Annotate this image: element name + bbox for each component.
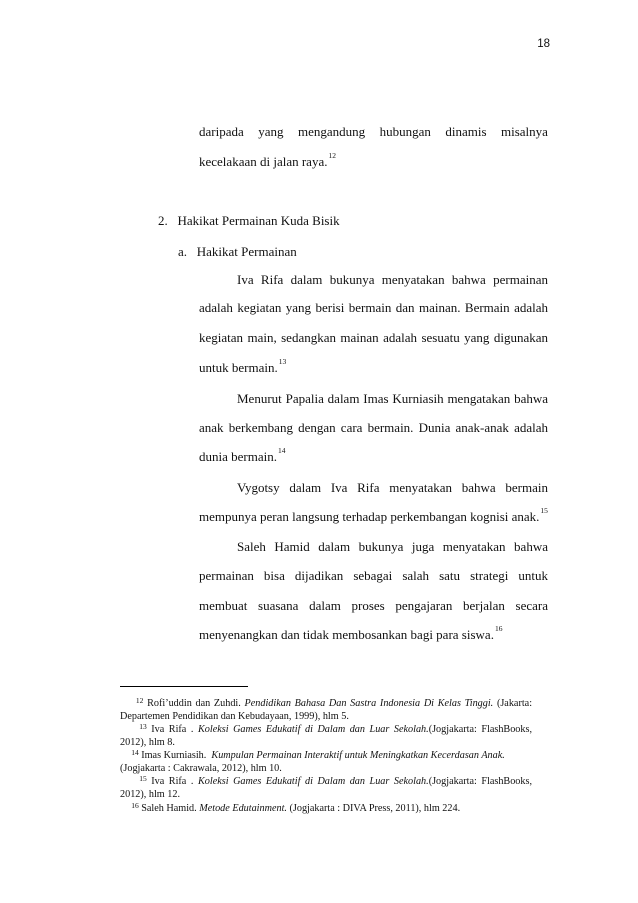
paragraph-continuation [199, 124, 548, 140]
paragraph-line: anak berkembang dengan cara bermain. Dunia anak-anak adalah [199, 420, 548, 435]
footnote-number: 13 [139, 722, 147, 731]
paragraph-line: mempunya peran langsung terhadap perkembangan kognisi anak.$^{15}$ [199, 506, 548, 524]
footnote-ref: 12 [328, 151, 336, 160]
footnote: $^{13}$ Iva Rifa . Koleksi Games Edukatif di Dalam dan Luar Sekolah.(Jogjakarta: FlashBooks, 2012), hlm 8. [120, 722, 532, 749]
footnote: $^{12}$ Rofi’uddin dan Zuhdi. Pendidikan Bahasa Dan Sastra Indonesia Di Kelas Tinggi. (Jakarta: Departemen Pendidikan dan Kebudayaan, 1999), hlm 5. [120, 696, 533, 723]
footnote-number: 16 [131, 801, 139, 810]
page-number: 18 [537, 38, 550, 50]
paragraph-line: untuk bermain.$^{13}$ [199, 357, 287, 375]
paragraph-line: Menurut Papalia dalam Imas Kurniasih mengatakan bahwa [237, 391, 548, 406]
subsection-heading: a. Hakikat Permainan [178, 244, 297, 259]
paragraph-line: adalah kegiatan yang berisi bermain dan mainan. Bermain adalah [199, 300, 548, 315]
paragraph-line: kecelakaan di jalan raya.$^{12}$ [199, 151, 336, 169]
footnote-ref: 16 [494, 624, 503, 633]
footnote-number: 14 [131, 748, 139, 757]
paragraph-line: kegiatan main, sedangkan mainan adalah sesuatu yang digunakan [199, 330, 548, 345]
footnote: $^{15}$ Iva Rifa . Koleksi Games Edukatif di Dalam dan Luar Sekolah.(Jogjakarta: FlashBooks, 2012), hlm 12. [120, 774, 532, 801]
paragraph-line: permainan bisa dijadikan sebagai salah satu strategi untuk [199, 568, 548, 583]
paragraph-line: membuat suasana dalam proses pengajaran berjalan secara [199, 598, 548, 613]
paragraph-line: menyenangkan dan tidak membosankan bagi para siswa.$^{16}$ [199, 624, 503, 642]
word: hubungan [379, 124, 431, 139]
paragraph-line: Iva Rifa dalam bukunya menyatakan bahwa permainan [237, 272, 548, 287]
footnote-ref: 13 [278, 357, 287, 366]
word: misalnya [501, 124, 548, 139]
footnote-ref: 14 [277, 446, 286, 455]
word: dinamis [445, 124, 487, 139]
word: daripada [199, 124, 244, 139]
footnote-ref: 15 [540, 506, 548, 515]
section-heading: 2. Hakikat Permainan Kuda Bisik [158, 213, 340, 228]
footnote: $^{14}$ Imas Kurniasih. Kumpulan Permainan Interaktif untuk Meningkatkan Kecerdasan Anak. (Jogjakarta : Cakrawala, 2012), hlm 10. [120, 748, 505, 775]
paragraph-line: Vygotsy dalam Iva Rifa menyatakan bahwa bermain [237, 480, 548, 495]
footnote-number: 15 [139, 774, 147, 783]
paragraph-line: Saleh Hamid dalam bukunya juga menyatakan bahwa [237, 539, 548, 554]
footnote-number: 12 [135, 696, 144, 705]
paragraph-line: dunia bermain.$^{14}$ [199, 446, 286, 464]
footnote-divider [120, 686, 248, 687]
footnote: $^{16}$ Saleh Hamid. Metode Edutainment. (Jogjakarta : DIVA Press, 2011), hlm 224. [131, 801, 461, 814]
word: yang [258, 124, 284, 139]
word: mengandung [297, 124, 366, 139]
